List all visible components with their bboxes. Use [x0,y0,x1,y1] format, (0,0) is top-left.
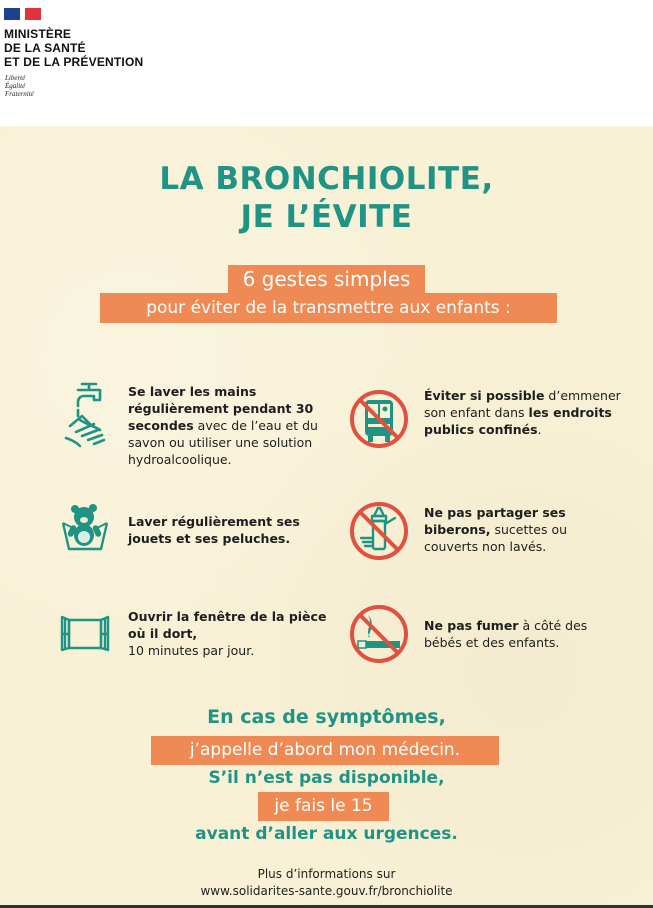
symptoms-title: En cas de symptômes, [207,706,446,728]
motto-liberte: Liberté [5,74,26,82]
french-flag-logo [4,8,41,20]
symptoms-line-unavailable: S’il n’est pas disponible, [208,768,445,788]
gesture-public-places-text [424,387,624,438]
more-info-url[interactable]: www.solidarites-sante.gouv.fr/bronchiolite [200,884,453,898]
gesture-3-bold: Laver régulièrement ses jouets et ses peluches. [128,514,300,546]
gesture-2-text-1: d’emmener son enfant dans [424,388,621,420]
ministry-line-1: MINISTÈRE [4,27,72,41]
gesture-smoking-text [424,617,624,651]
gesture-2-text-2: . [537,422,542,437]
gesture-1-bold: Se laver les mains régulièrement pendant 30 secondes [128,384,314,433]
title-line-1: LA BRONCHIOLITE, [159,161,494,197]
title-line-2: JE L’ÉVITE [240,199,413,235]
republic-motto [5,74,34,98]
handwashing-icon [60,380,112,452]
ministry-name [4,27,143,69]
gesture-5-bold: Ouvrir la fenêtre de la pièce où il dort, [128,609,327,641]
no-smoking-icon [348,603,410,665]
gesture-5-text: 10 minutes par jour. [128,643,255,658]
gesture-bottles-text [424,504,624,555]
symptoms-line-emergency: avant d’aller aux urgences. [195,824,458,844]
gesture-toys-text [128,513,328,547]
gesture-4-bold: Ne pas partager ses biberons, [424,505,566,537]
gesture-4-text: sucettes ou couverts non lavés. [424,522,568,554]
ministry-header [0,0,653,126]
symptoms-band-call-15: je fais le 15 [258,792,389,821]
no-bottle-sharing-icon [348,500,410,562]
gesture-handwashing-text [128,383,328,468]
motto-egalite: Égalité [5,82,26,90]
ministry-line-3: ET DE LA PRÉVENTION [4,55,144,69]
no-bus-icon [348,388,410,450]
subtitle-band-2: pour éviter de la transmettre aux enfants : [100,293,557,323]
gesture-6-bold: Ne pas fumer [424,618,519,633]
ministry-line-2: DE LA SANTÉ [4,41,86,55]
gesture-2-bold-1: Éviter si possible [424,388,545,403]
gesture-2-bold-2: les endroits publics confinés [424,405,612,437]
poster-title [0,160,653,236]
open-window-icon [60,614,110,652]
teddy-bear-wash-icon [60,503,110,551]
subtitle-band-1: 6 gestes simples [228,265,425,294]
motto-fraternite: Fraternité [5,90,34,98]
symptoms-band-doctor: j’appelle d’abord mon médecin. [151,736,499,765]
more-info-label: Plus d’informations sur [257,867,396,881]
gesture-window-text [128,608,328,659]
gesture-1-text: avec de l’eau et du savon ou utiliser une solution hydroalcoolique. [128,418,318,467]
gesture-6-text: à côté des bébés et des enfants. [424,618,588,650]
